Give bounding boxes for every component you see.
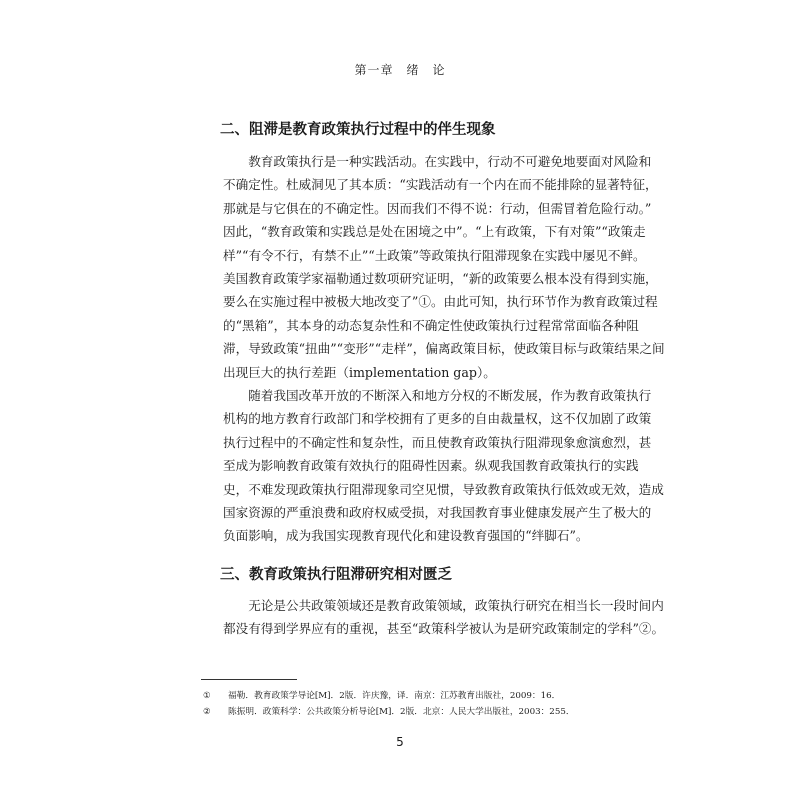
page-number: 5	[396, 735, 404, 749]
text-line: 至成为影响教育政策有效执行的阻碍性因素。纵观我国教育政策执行的实践	[223, 458, 639, 474]
footnote-1	[203, 689, 560, 701]
section-heading-3: 三、教育政策执行阻滞研究相对匮乏	[220, 567, 452, 583]
text-line: 随着我国改革开放的不断深入和地方分权的不断发展，作为教育政策执行	[223, 388, 652, 403]
section-2-paragraph-2	[223, 384, 664, 548]
text-line: 无论是公共政策领域还是教育政策领域，政策执行研究在相当长一段时间内	[223, 598, 664, 613]
text-line: 国家资源的严重浪费和政府权威受损，对我国教育事业健康发展产生了极大的	[223, 504, 652, 520]
section-2-paragraph-1	[223, 150, 665, 384]
text-line: 不确定性。杜威洞见了其本质：“实践活动有一个内在而不能排除的显著特征，	[223, 177, 658, 193]
text-line: 出现巨大的执行差距（implementation gap）。	[223, 364, 496, 380]
text-line: 负面影响，成为我国实现教育现代化和建设教育强国的“绊脚石”。	[223, 528, 589, 544]
text-line: 执行过程中的不确定性和复杂性，而且使教育政策执行阻滞现象愈演愈烈，甚	[223, 434, 652, 450]
text-line: 机构的地方教育行政部门和学校拥有了更多的自由裁量权，这不仅加剧了政策	[223, 411, 652, 427]
text-line: 的“黑箱”，其本身的动态复杂性和不确定性使政策执行过程常常面临各种阻	[223, 317, 639, 333]
text-line: 都没有得到学界应有的重视，甚至“政策科学被认为是研究政策制定的学科”②。	[223, 621, 665, 637]
text-line: 因此，“教育政策和实践总是处在困境之中”。“上有政策，下有对策”“政策走	[223, 224, 646, 240]
footnote-mark: ②	[203, 707, 211, 717]
running-head: 第一章 绪 论	[354, 63, 446, 77]
text-line: 美国教育政策学家福勒通过数项研究证明，“新的政策要么根本没有得到实施，	[223, 270, 658, 286]
text-line: 要么在实施过程中被极大地改变了”①。由此可知，执行环节作为教育政策过程	[223, 294, 658, 310]
section-3-paragraph-1	[223, 594, 665, 641]
text-line: 那就是与它俱在的不确定性。因而我们不得不说：行动，但需冒着危险行动。”	[223, 200, 652, 216]
footnote-text: 福勒．教育政策学导论[M]．2版．许庆豫，译．南京：江苏教育出版社，2009：16．	[228, 691, 561, 701]
section-heading-2: 二、阻滞是教育政策执行过程中的伴生现象	[220, 122, 496, 138]
footnote-mark: ①	[203, 691, 211, 701]
footnote-2	[203, 705, 575, 717]
footnote-text: 陈振明．政策科学：公共政策分析导论[M]．2版．北京：人民大学出版社，2003：255．	[228, 707, 575, 717]
text-line: 滞，导致政策“扭曲”“变形”“走样”，偏离政策目标，使政策目标与政策结果之间	[223, 341, 665, 357]
text-line: 样”“有令不行，有禁不止”“土政策”等政策执行阻滞现象在实践中屡见不鲜。	[223, 247, 646, 263]
text-line: 史，不难发现政策执行阻滞现象司空见惯，导致教育政策执行低效或无效，造成	[223, 481, 664, 497]
text-line: 教育政策执行是一种实践活动。在实践中，行动不可避免地要面对风险和	[223, 154, 652, 169]
footnote-separator	[201, 679, 297, 680]
